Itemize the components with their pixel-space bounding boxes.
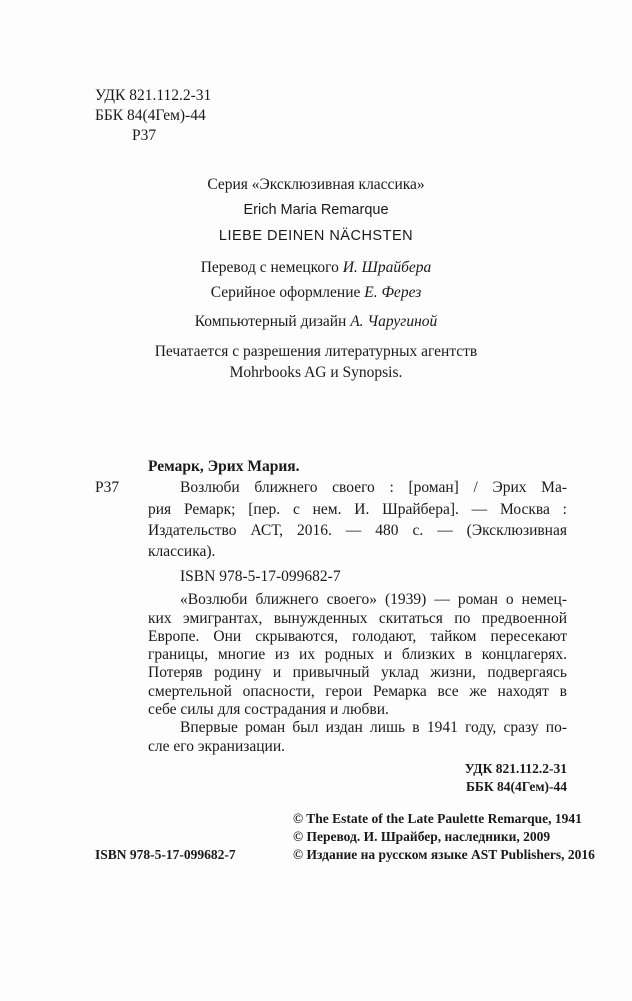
computer-design-credit: Компьютерный дизайн А. Чаругиной bbox=[194, 313, 438, 330]
series-name: Серия «Эксклюзивная классика» bbox=[207, 176, 425, 193]
annotation-line: границы, многие из их родных и близких в концлагерях. bbox=[148, 646, 567, 663]
annotation-line: себе силы для сострадания и любви. bbox=[148, 701, 389, 718]
author-mark: Р37 bbox=[132, 127, 157, 144]
catalog-code: Р37 bbox=[95, 479, 120, 496]
catalog-author-heading: Ремарк, Эрих Мария. bbox=[148, 458, 300, 475]
catalog-entry-line: рия Ремарк; [пер. с нем. И. Шрайбера]. — Москва : bbox=[148, 501, 567, 518]
translation-credit: Перевод с немецкого И. Шрайбера bbox=[200, 259, 432, 276]
permission-line: Печатается с разрешения литературных агентств bbox=[154, 343, 478, 360]
series-design-credit: Серийное оформление Е. Ферез bbox=[210, 284, 422, 301]
catalog-entry-line: классика). bbox=[148, 543, 216, 560]
permission-line: Mohrbooks AG и Synopsis. bbox=[229, 364, 403, 381]
note-line: Впервые роман был издан лишь в 1941 году, сразу по- bbox=[180, 719, 567, 736]
udk-code: УДК 821.112.2-31 bbox=[95, 87, 212, 104]
bbk-code: ББК 84(4Гем)-44 bbox=[95, 107, 206, 124]
annotation-line: «Возлюби ближнего своего» (1939) — роман о немец- bbox=[180, 591, 567, 608]
footer-isbn: ISBN 978-5-17-099682-7 bbox=[95, 847, 236, 862]
catalog-entry-line: Издательство АСТ, 2016. — 480 с. — (Эксклюзивная bbox=[148, 522, 567, 539]
annotation-line: смертельной опасности, герои Ремарка все же находят в bbox=[148, 683, 567, 700]
catalog-udk: УДК 821.112.2-31 bbox=[464, 761, 567, 776]
annotation-line: ких эмигрантах, вынужденных скитаться по предвоенной bbox=[148, 610, 567, 627]
copyright-line: © The Estate of the Late Paulette Remarque, 1941 bbox=[293, 811, 582, 826]
catalog-entry-line: Возлюби ближнего своего : [роман] / Эрих Ма- bbox=[180, 479, 567, 496]
original-author: Erich Maria Remarque bbox=[243, 202, 389, 218]
copyright-line: © Издание на русском языке AST Publishers, 2016 bbox=[293, 847, 595, 862]
original-title: LIEBE DEINEN NÄCHSTEN bbox=[218, 228, 414, 244]
copyright-line: © Перевод. И. Шрайбер, наследники, 2009 bbox=[293, 829, 551, 844]
annotation-line: Потеряв родину и привычный уклад жизни, подвергаясь bbox=[148, 664, 567, 681]
annotation-line: Европе. Они скрываются, голодают, тайком пересекают bbox=[148, 628, 567, 645]
catalog-bbk: ББК 84(4Гем)-44 bbox=[466, 779, 567, 794]
catalog-isbn: ISBN 978-5-17-099682-7 bbox=[180, 568, 341, 585]
note-line: сле его экранизации. bbox=[148, 738, 286, 755]
